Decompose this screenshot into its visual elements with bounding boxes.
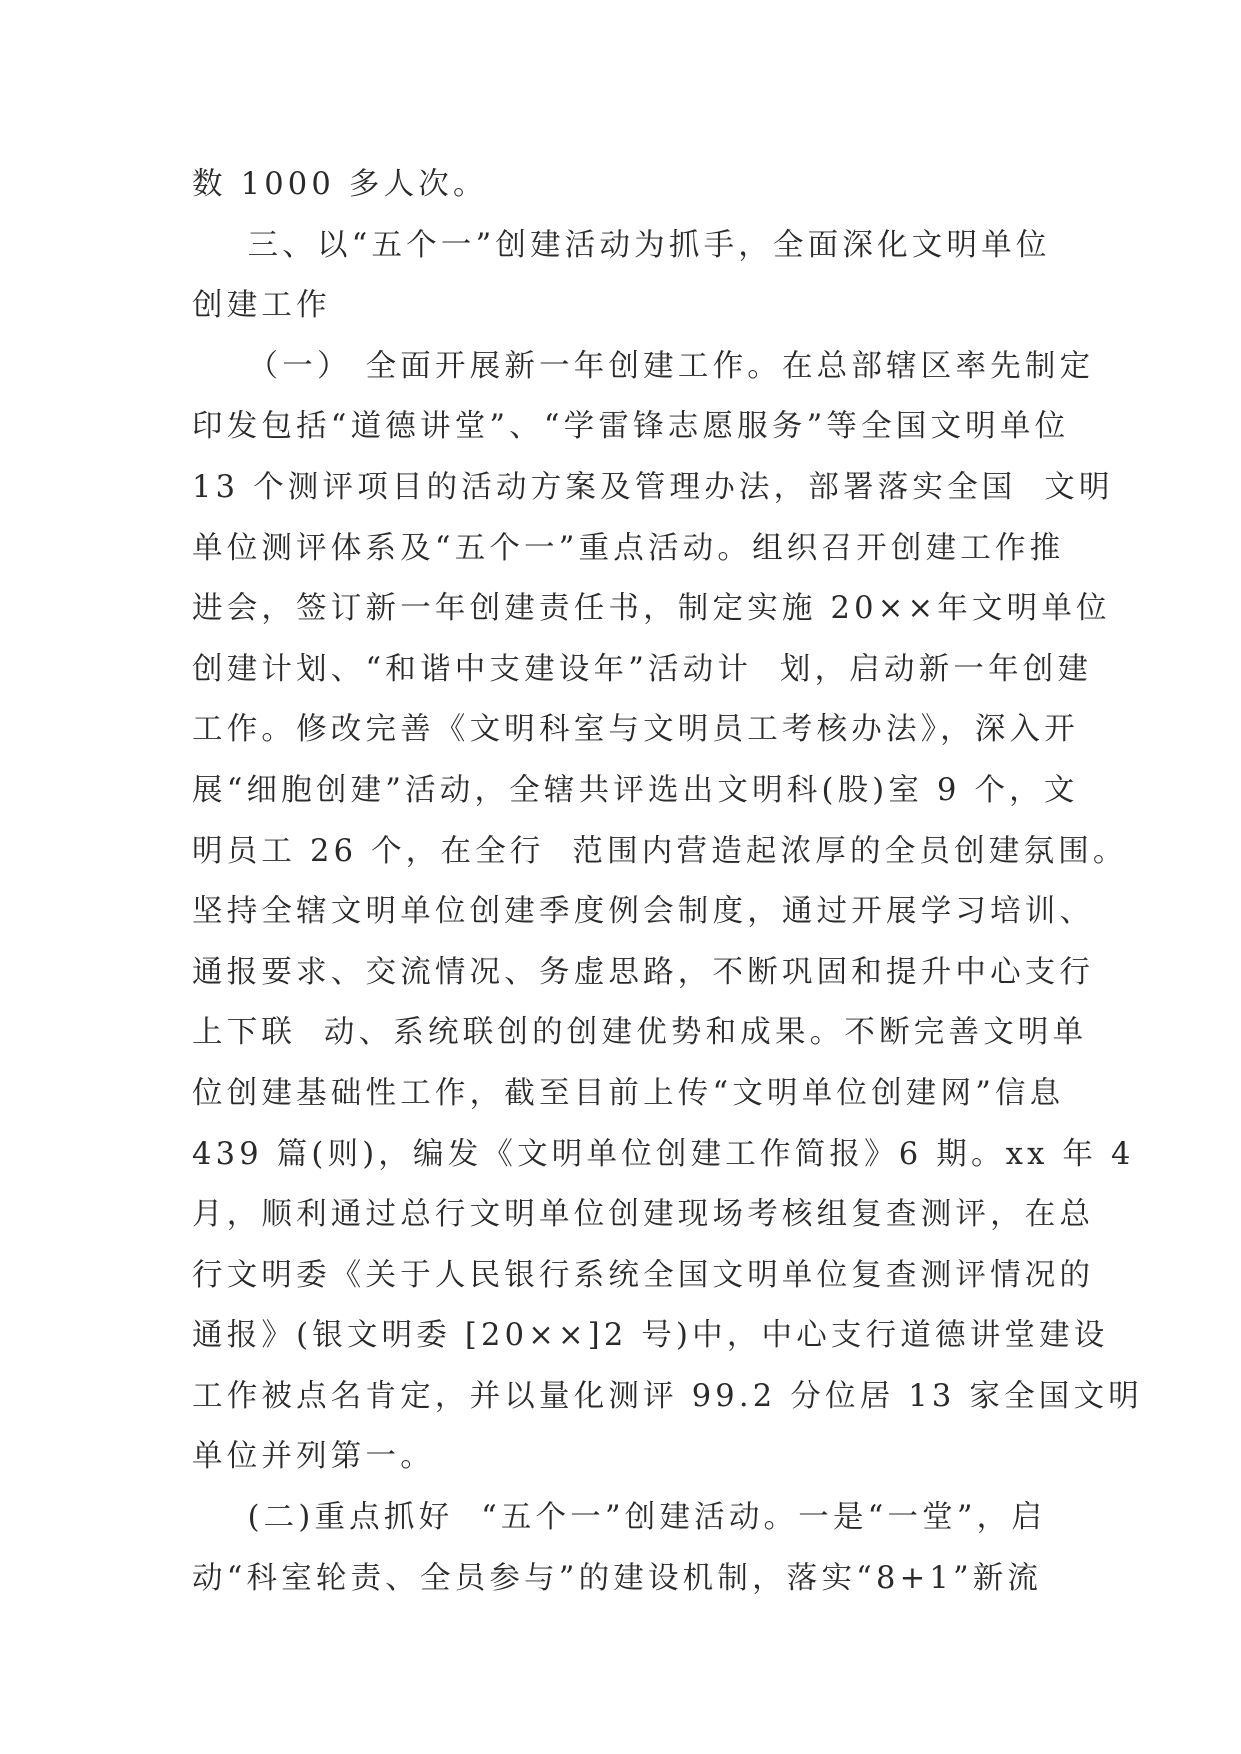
text-line: 展“细胞创建”活动，全辖共评选出文明科(股)室 9 个，文 — [192, 772, 1079, 808]
text-line: 坚持全辖文明单位创建季度例会制度，通过开展学习培训、 — [192, 894, 1095, 930]
text-line: 单位并列第一。 — [192, 1439, 435, 1475]
text-line: 13 个测评项目的活动方案及管理办法，部署落实全国 文明 — [192, 469, 1114, 505]
text-line: 上下联 动、系统联创的创建优势和成果。不断完善文明单 — [192, 1015, 1088, 1051]
document-body — [192, 155, 1143, 1609]
text-line: 通报要求、交流情况、务虚思路，不断巩固和提升中心支行 — [192, 954, 1095, 990]
text-line: 进会，签订新一年创建责任书，制定实施 20××年文明单位 — [192, 591, 1111, 627]
text-line: 明员工 26 个，在全行 范围内营造起浓厚的全员创建氛围。 — [192, 833, 1128, 869]
text-line: 439 篇(则)，编发《文明单位创建工作简报》6 期。xx 年 4 — [192, 1136, 1135, 1172]
text-line: 动“科室轮责、全员参与”的建设机制，落实“8+1”新流 — [192, 1560, 1043, 1596]
section-heading: 三、以“五个一”创建活动为抓手，全面深化文明单位 — [192, 227, 1051, 263]
text-line: (二)重点抓好 “五个一”创建活动。一是“一堂”，启 — [192, 1500, 1047, 1536]
text-line: 月，顺利通过总行文明单位创建现场考核组复查测评，在总 — [192, 1197, 1095, 1233]
text-line: 印发包括“道德讲堂”、“学雷锋志愿服务”等全国文明单位 — [192, 409, 1070, 445]
text-line: （一） 全面开展新一年创建工作。在总部辖区率先制定 — [192, 348, 1095, 384]
text-line: 工作被点名肯定，并以量化测评 99.2 分位居 13 家全国文明 — [192, 1378, 1143, 1414]
text-line: 行文明委《关于人民银行系统全国文明单位复查测评情况的 — [192, 1257, 1095, 1293]
text-line: 单位测评体系及“五个一”重点活动。组织召开创建工作推 — [192, 530, 1065, 566]
section-heading: 创建工作 — [192, 288, 331, 324]
text-line: 工作。修改完善《文明科室与文明员工考核办法》，深入开 — [192, 712, 1079, 748]
text-line: 数 1000 多人次。 — [192, 167, 488, 202]
text-line: 通报》(银文明委 [20××]2 号)中，中心支行道德讲堂建设 — [192, 1318, 1109, 1354]
text-line: 位创建基础性工作，截至目前上传“文明单位创建网”信息 — [192, 1075, 1065, 1111]
text-line: 创建计划、“和谐中支建设年”活动计 划，启动新一年创建 — [192, 651, 1093, 687]
